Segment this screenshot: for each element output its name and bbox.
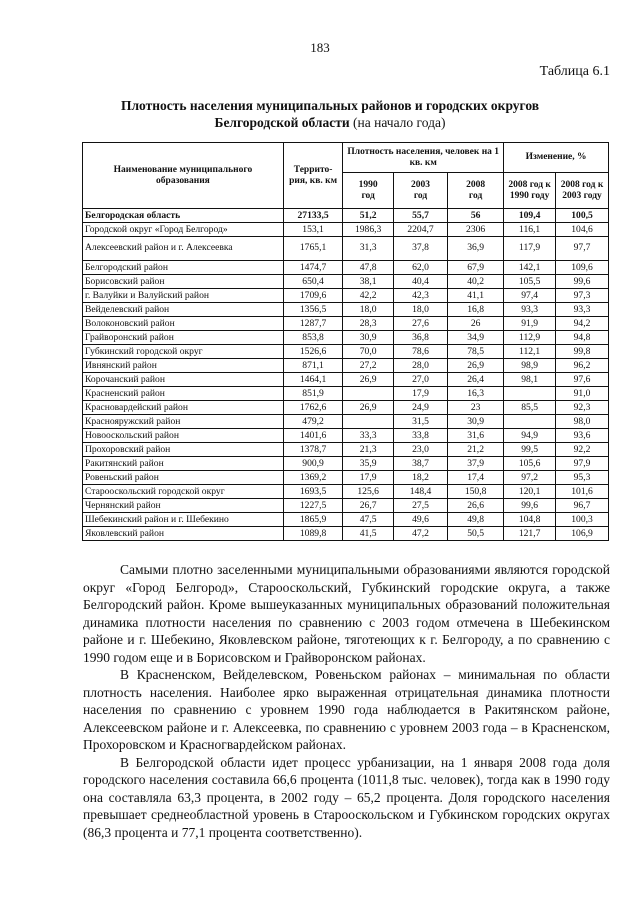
cell-c1990: [504, 415, 556, 429]
cell-d2008: 26: [448, 317, 504, 331]
cell-d2008: 49,8: [448, 513, 504, 527]
cell-c2003: 104,6: [556, 223, 609, 237]
cell-c1990: 112,1: [504, 345, 556, 359]
cell-c1990: 142,1: [504, 261, 556, 275]
cell-d2008: 16,8: [448, 303, 504, 317]
cell-name: Вейделевский район: [83, 303, 284, 317]
cell-d2003: 27,6: [394, 317, 448, 331]
table-row: [83, 401, 609, 415]
cell-c2003: 92,3: [556, 401, 609, 415]
cell-name: Краснояружский район: [83, 415, 284, 429]
table-row: [83, 345, 609, 359]
cell-d1990: 70,0: [343, 345, 394, 359]
cell-area: 851,9: [283, 387, 342, 401]
cell-area: 1287,7: [283, 317, 342, 331]
cell-d1990: 31,3: [343, 237, 394, 261]
cell-d1990: 18,0: [343, 303, 394, 317]
cell-d1990: 35,9: [343, 457, 394, 471]
cell-c2003: 97,7: [556, 237, 609, 261]
cell-d2008: 37,9: [448, 457, 504, 471]
paragraph-2: В Красненском, Вейделевском, Ровеньском районах – минимальная по области плотность населения. Наиболее ярко выраженная отрицательная динамика плотности населения по сравнению с уровнем 1990 года наблюдается в Ракитянском районе, Алексеевском районе и г. Алексеевка, по сравнению с уровнем 2003 года – в Красненском, Прохоровском и Красногвардейском районах.: [83, 667, 610, 752]
cell-d1990: 1986,3: [343, 223, 394, 237]
cell-name: Новооскольский район: [83, 429, 284, 443]
cell-name: Прохоровский район: [83, 443, 284, 457]
cell-d2008: 78,5: [448, 345, 504, 359]
cell-area: 1356,5: [283, 303, 342, 317]
cell-name: Губкинский городской округ: [83, 345, 284, 359]
cell-c1990: 97,4: [504, 289, 556, 303]
cell-name: Городской округ «Город Белгород»: [83, 223, 284, 237]
cell-name: Борисовский район: [83, 275, 284, 289]
cell-d1990: 30,9: [343, 331, 394, 345]
cell-d2003: 33,8: [394, 429, 448, 443]
cell-c2003: 94,2: [556, 317, 609, 331]
table-row: [83, 317, 609, 331]
cell-area: 1709,6: [283, 289, 342, 303]
cell-area: 1865,9: [283, 513, 342, 527]
cell-c2003: 95,3: [556, 471, 609, 485]
cell-d2008: 34,9: [448, 331, 504, 345]
cell-d1990: 17,9: [343, 471, 394, 485]
cell-c1990: 116,1: [504, 223, 556, 237]
table-row: [83, 331, 609, 345]
cell-name: Ракитянский район: [83, 457, 284, 471]
cell-d1990: 125,6: [343, 485, 394, 499]
page-number: 183: [310, 40, 330, 55]
cell-c2003: 101,6: [556, 485, 609, 499]
cell-d2008: 17,4: [448, 471, 504, 485]
cell-area: 479,2: [283, 415, 342, 429]
cell-c1990: 94,9: [504, 429, 556, 443]
cell-d2008: 16,3: [448, 387, 504, 401]
table-row: [83, 443, 609, 457]
cell-c2003: 99,6: [556, 275, 609, 289]
cell-c1990: 104,8: [504, 513, 556, 527]
table-row: [83, 237, 609, 261]
cell-d2003: 27,0: [394, 373, 448, 387]
paragraph-1: Самыми плотно заселенными муниципальными образованиями являются городской округ «Город Белгород», Старооскольский, Губкинский городские округа, а также Белгородский район. Кроме вышеуказанных муниципальных образований положительная динамика плотности населения по сравнению с 2003 годом отмечена в Шебекинском районе и г. Шебекино, Яковлевском районе, тяготеющих к г. Белгороду, а по сравнению с 1990 годом еще и в Борисовском и Грайворонском районах.: [83, 562, 610, 665]
cell-c2003: 96,7: [556, 499, 609, 513]
paragraph-3: В Белгородской области идет процесс урбанизации, на 1 января 2008 года доля городского населения составила 66,6 процента (1011,8 тыс. человек), тогда как в 1990 году она составляла 63,3 процента, в 2002 году – 65,2 процента. Доля городского населения превышает среднеобластной уровень в Старооскольском и Губкинском городских округах (86,3 процента и 77,1 процента соответственно).: [83, 754, 610, 840]
table-row: [83, 359, 609, 373]
table-row: [83, 499, 609, 513]
cell-name: Белгородская область: [83, 209, 284, 223]
cell-area: 1378,7: [283, 443, 342, 457]
cell-c2003: 100,3: [556, 513, 609, 527]
cell-c1990: 97,2: [504, 471, 556, 485]
cell-area: 650,4: [283, 275, 342, 289]
cell-d2003: 55,7: [394, 209, 448, 223]
cell-d1990: 27,2: [343, 359, 394, 373]
table-row: [83, 223, 609, 237]
table-row: [83, 275, 609, 289]
cell-c2003: 92,2: [556, 443, 609, 457]
cell-name: Корочанский район: [83, 373, 284, 387]
cell-d1990: [343, 415, 394, 429]
cell-c1990: 105,6: [504, 457, 556, 471]
cell-c1990: 112,9: [504, 331, 556, 345]
cell-area: 153,1: [283, 223, 342, 237]
cell-d1990: 51,2: [343, 209, 394, 223]
cell-area: 1401,6: [283, 429, 342, 443]
cell-c1990: 109,4: [504, 209, 556, 223]
cell-c2003: 93,6: [556, 429, 609, 443]
table-row: [83, 513, 609, 527]
cell-c1990: 93,3: [504, 303, 556, 317]
table-title-note: (на начало года): [353, 115, 446, 130]
cell-d2003: 23,0: [394, 443, 448, 457]
cell-name: Ивнянский район: [83, 359, 284, 373]
cell-d2003: 31,5: [394, 415, 448, 429]
cell-area: 1474,7: [283, 261, 342, 275]
cell-d2003: 38,7: [394, 457, 448, 471]
header-2003: 2003 год: [394, 173, 448, 209]
cell-name: Старооскольский городской округ: [83, 485, 284, 499]
cell-name: Чернянский район: [83, 499, 284, 513]
cell-name: Шебекинский район и г. Шебекино: [83, 513, 284, 527]
table-row: [83, 303, 609, 317]
cell-area: 1526,6: [283, 345, 342, 359]
cell-d2008: 41,1: [448, 289, 504, 303]
cell-d1990: [343, 387, 394, 401]
header-density: Плотность населения, человек на 1 кв. км: [343, 143, 504, 173]
cell-name: Алексеевский район и г. Алексеевка: [83, 237, 284, 261]
cell-d2003: 2204,7: [394, 223, 448, 237]
density-table: [82, 142, 609, 541]
cell-d1990: 26,7: [343, 499, 394, 513]
cell-d2008: 67,9: [448, 261, 504, 275]
table-row: [83, 387, 609, 401]
cell-area: 871,1: [283, 359, 342, 373]
cell-d2003: 18,0: [394, 303, 448, 317]
cell-d1990: 38,1: [343, 275, 394, 289]
cell-d2008: 36,9: [448, 237, 504, 261]
cell-d2008: 2306: [448, 223, 504, 237]
cell-d2003: 17,9: [394, 387, 448, 401]
cell-d2008: 31,6: [448, 429, 504, 443]
cell-d2003: 47,2: [394, 527, 448, 541]
cell-area: 1765,1: [283, 237, 342, 261]
table-label: Таблица 6.1: [539, 64, 610, 79]
cell-c1990: 121,7: [504, 527, 556, 541]
cell-d2008: 23: [448, 401, 504, 415]
header-change: Изменение, %: [504, 143, 609, 173]
cell-area: 1227,5: [283, 499, 342, 513]
cell-c1990: 91,9: [504, 317, 556, 331]
cell-c1990: 98,1: [504, 373, 556, 387]
cell-name: Красновардейский район: [83, 401, 284, 415]
cell-d1990: 21,3: [343, 443, 394, 457]
cell-d2003: 78,6: [394, 345, 448, 359]
header-territory: Террито-рия, кв. км: [283, 143, 342, 209]
cell-d1990: 47,8: [343, 261, 394, 275]
cell-d2003: 42,3: [394, 289, 448, 303]
cell-c1990: 117,9: [504, 237, 556, 261]
cell-area: 27133,5: [283, 209, 342, 223]
cell-name: Ровеньский район: [83, 471, 284, 485]
cell-area: 900,9: [283, 457, 342, 471]
cell-d2008: 26,4: [448, 373, 504, 387]
cell-d2003: 40,4: [394, 275, 448, 289]
table-row: [83, 527, 609, 541]
table-body: [83, 209, 609, 541]
cell-d2003: 148,4: [394, 485, 448, 499]
cell-c1990: [504, 387, 556, 401]
cell-name: Грайворонский район: [83, 331, 284, 345]
cell-d1990: 28,3: [343, 317, 394, 331]
cell-c1990: 98,9: [504, 359, 556, 373]
body-text: [83, 561, 610, 841]
cell-c2003: 98,0: [556, 415, 609, 429]
cell-c2003: 94,8: [556, 331, 609, 345]
table-row: [83, 471, 609, 485]
cell-d2008: 56: [448, 209, 504, 223]
cell-d2008: 50,5: [448, 527, 504, 541]
table-row: [83, 457, 609, 471]
cell-c2003: 97,3: [556, 289, 609, 303]
header-2008: 2008 год: [448, 173, 504, 209]
cell-d2008: 26,6: [448, 499, 504, 513]
header-change-1990: 2008 год к 1990 году: [504, 173, 556, 209]
cell-c2003: 109,6: [556, 261, 609, 275]
cell-d1990: 41,5: [343, 527, 394, 541]
cell-d2003: 62,0: [394, 261, 448, 275]
cell-c2003: 97,6: [556, 373, 609, 387]
cell-d1990: 33,3: [343, 429, 394, 443]
cell-area: 1369,2: [283, 471, 342, 485]
cell-d2003: 28,0: [394, 359, 448, 373]
table-row: [83, 415, 609, 429]
cell-name: Красненский район: [83, 387, 284, 401]
cell-d1990: 47,5: [343, 513, 394, 527]
cell-c1990: 99,5: [504, 443, 556, 457]
cell-c2003: 100,5: [556, 209, 609, 223]
table-row: [83, 485, 609, 499]
table-row: [83, 373, 609, 387]
cell-name: Волоконовский район: [83, 317, 284, 331]
cell-d2003: 24,9: [394, 401, 448, 415]
cell-c1990: 105,5: [504, 275, 556, 289]
table-row: [83, 209, 609, 223]
cell-c2003: 106,9: [556, 527, 609, 541]
table-row: [83, 429, 609, 443]
cell-c2003: 96,2: [556, 359, 609, 373]
table-title: [80, 97, 580, 131]
cell-c1990: 85,5: [504, 401, 556, 415]
cell-d2008: 21,2: [448, 443, 504, 457]
cell-d2008: 30,9: [448, 415, 504, 429]
header-change-2003: 2008 год к 2003 году: [556, 173, 609, 209]
cell-name: г. Валуйки и Валуйский район: [83, 289, 284, 303]
cell-c1990: 99,6: [504, 499, 556, 513]
header-name: Наименование муниципального образования: [83, 143, 284, 209]
cell-area: 1464,1: [283, 373, 342, 387]
cell-d1990: 26,9: [343, 373, 394, 387]
cell-d2003: 49,6: [394, 513, 448, 527]
cell-d2003: 36,8: [394, 331, 448, 345]
table-row: [83, 289, 609, 303]
cell-area: 1089,8: [283, 527, 342, 541]
table-row: [83, 261, 609, 275]
cell-area: 853,8: [283, 331, 342, 345]
cell-d2003: 37,8: [394, 237, 448, 261]
cell-c2003: 93,3: [556, 303, 609, 317]
cell-d2003: 18,2: [394, 471, 448, 485]
cell-d1990: 42,2: [343, 289, 394, 303]
cell-d1990: 26,9: [343, 401, 394, 415]
cell-name: Яковлевский район: [83, 527, 284, 541]
cell-c1990: 120,1: [504, 485, 556, 499]
cell-name: Белгородский район: [83, 261, 284, 275]
table-title-main: Плотность населения муниципальных районов и городских округов Белгородской области: [120, 98, 540, 130]
cell-d2008: 150,8: [448, 485, 504, 499]
header-1990: 1990 год: [343, 173, 394, 209]
cell-d2008: 40,2: [448, 275, 504, 289]
cell-d2003: 27,5: [394, 499, 448, 513]
cell-area: 1762,6: [283, 401, 342, 415]
cell-area: 1693,5: [283, 485, 342, 499]
cell-c2003: 99,8: [556, 345, 609, 359]
cell-d2008: 26,9: [448, 359, 504, 373]
cell-c2003: 91,0: [556, 387, 609, 401]
cell-c2003: 97,9: [556, 457, 609, 471]
